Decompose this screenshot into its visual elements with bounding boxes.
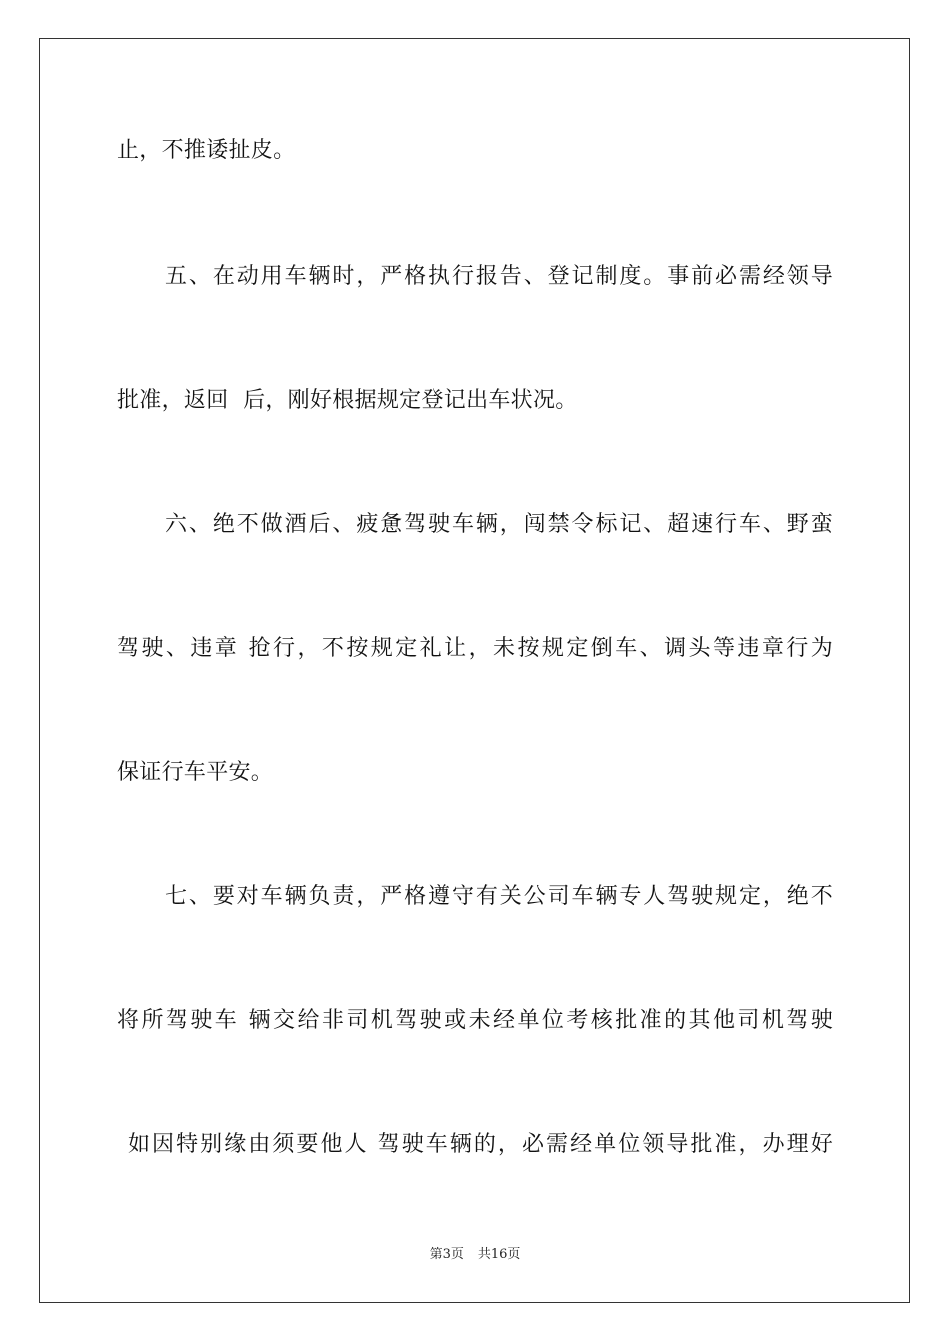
page-border — [39, 38, 910, 1303]
paragraph-line-6: 保证行车平安。 — [117, 760, 274, 785]
page-footer — [0, 1246, 950, 1264]
paragraph-line-2: 五、在动用车辆时，严格执行报告、登记制度。事前必需经领导 — [165, 264, 833, 289]
page-number-total: 共16页 — [477, 1247, 521, 1262]
paragraph-line-7: 七、要对车辆负责，严格遵守有关公司车辆专人驾驶规定，绝不 — [165, 884, 833, 909]
paragraph-line-1: 止，不推诿扯皮。 — [117, 138, 296, 163]
paragraph-line-9: 如因特别缘由须要他人 驾驶车辆的，必需经单位领导批准，办理好 — [128, 1132, 833, 1157]
paragraph-line-4: 六、绝不做酒后、疲惫驾驶车辆，闯禁令标记、超速行车、野蛮 — [165, 512, 833, 537]
paragraph-line-3: 批准，返回 后，刚好根据规定登记出车状况。 — [117, 388, 578, 413]
page-number-current: 第3页 — [429, 1247, 464, 1262]
paragraph-line-5: 驾驶、违章 抢行，不按规定礼让，未按规定倒车、调头等违章行为 — [117, 636, 833, 661]
paragraph-line-8: 将所驾驶车 辆交给非司机驾驶或未经单位考核批准的其他司机驾驶 — [117, 1008, 833, 1033]
